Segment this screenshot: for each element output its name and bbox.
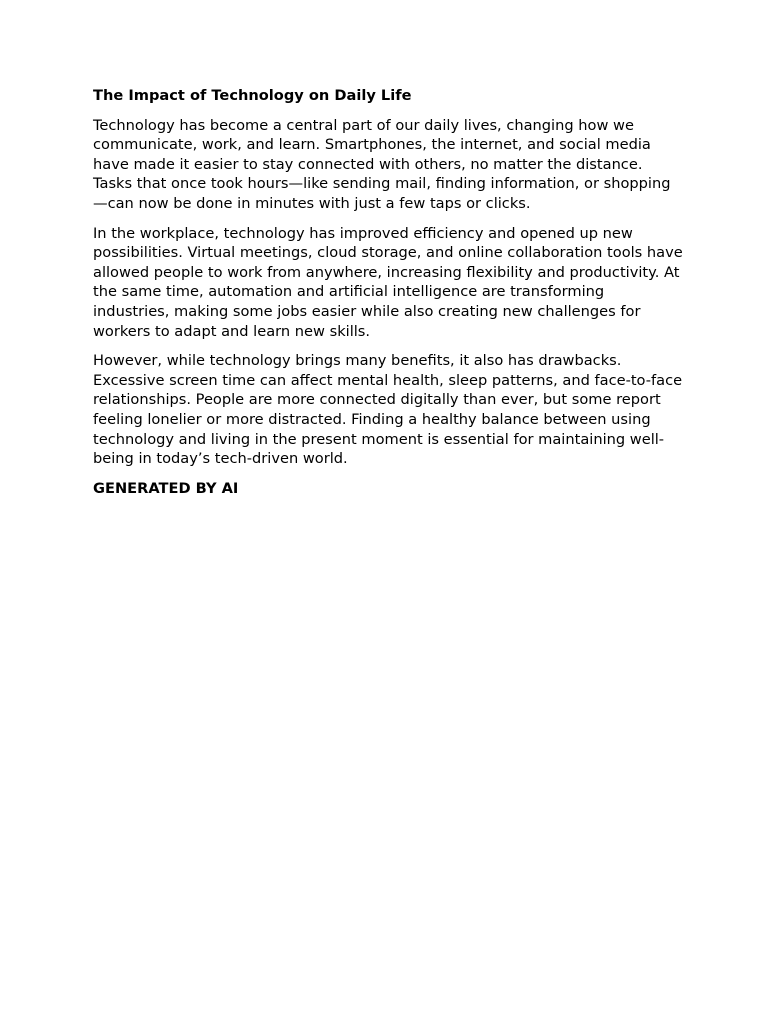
paragraph-2: In the workplace, technology has improved efficiency and opened up new possibilities. Virtual meetings, cloud storage, and online collaboration tools have allowed people to work from anywhere, increasing flexibility and productivity. At the same time, automation and artificial intelligence are transforming industries, making some jobs easier while also creating new challenges for workers to adapt and learn new skills. (93, 224, 683, 340)
generated-by-label: GENERATED BY AI (93, 479, 239, 497)
document-title: The Impact of Technology on Daily Life (93, 87, 412, 104)
document-page (93, 86, 683, 498)
paragraph-1: Technology has become a central part of our daily lives, changing how we communicate, work, and learn. Smartphones, the internet, and social media have made it easier to stay connected with others, no matter the distance. Tasks that once took hours—like sending mail, finding information, or shopping—can now be done in minutes with just a few taps or clicks. (93, 116, 671, 212)
paragraph-3: However, while technology brings many benefits, it also has drawbacks. Excessive screen time can affect mental health, sleep patterns, and face-to-face relationships. People are more connected digitally than ever, but some report feeling lonelier or more distracted. Finding a healthy balance between using technology and living in the present moment is essential for maintaining well-being in today’s tech-driven world. (93, 352, 683, 468)
